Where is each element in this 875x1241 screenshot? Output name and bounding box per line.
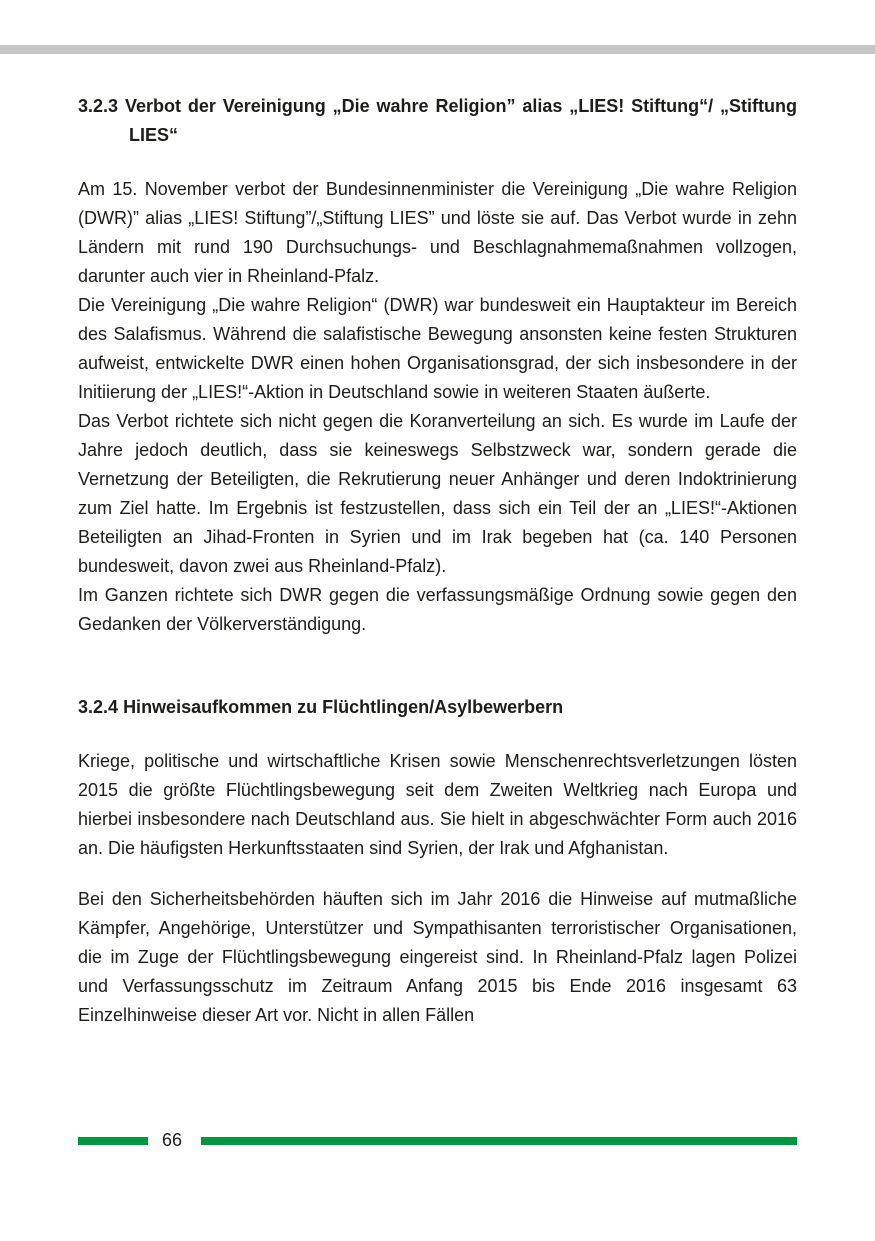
paragraph: Am 15. November verbot der Bundesinnenminister die Vereinigung „Die wahre Religion (DWR)” alias „LIES! Stiftung”/„Stiftung LIES” und löste sie auf. Das Verbot wurde in zehn Ländern mit rund 190 Durchsuchungs- und Beschlagnahmemaßnahmen vollzogen, darunter auch vier in Rheinland-Pfalz.: [78, 179, 797, 286]
section-heading-3-2-4: [78, 693, 797, 722]
footer-rule-right: [201, 1137, 797, 1145]
page-number: 66: [162, 1130, 183, 1150]
footer-rule-left: [78, 1137, 148, 1145]
section-title: Hinweisaufkommen zu Flüchtlingen/Asylbewerbern: [123, 697, 564, 717]
section-heading-3-2-3: [78, 92, 797, 150]
page-content: [78, 92, 797, 1030]
header-rule: [0, 45, 875, 54]
page-footer: [78, 1128, 797, 1152]
paragraph: Im Ganzen richtete sich DWR gegen die verfassungsmäßige Ordnung sowie gegen den Gedanken der Völkerverständigung.: [78, 585, 797, 634]
section-number: 3.2.4: [78, 697, 119, 717]
section-title: Verbot der Vereinigung „Die wahre Religion” alias „LIES! Stiftung“/ „Stiftung LIES“: [124, 96, 797, 145]
paragraph: Das Verbot richtete sich nicht gegen die Koranverteilung an sich. Es wurde im Laufe der Jahre jedoch deutlich, dass sie keineswegs Selbstzweck war, sondern gerade die Vernetzung der Beteiligten, die Rekrutierung neuer Anhänger und deren Indoktrinierung zum Ziel hatte. Im Ergebnis ist festzustellen, dass sich ein Teil der an „LIES!“-Aktionen Beteiligten an Jihad-Fronten in Syrien und im Irak begeben hat (ca. 140 Personen bundesweit, davon zwei aus Rheinland-Pfalz).: [78, 411, 797, 576]
paragraph: Bei den Sicherheitsbehörden häuften sich im Jahr 2016 die Hinweise auf mutmaßliche Kämpfer, Angehörige, Unterstützer und Sympathisanten terroristischer Organisationen, die im Zuge der Flüchtlingsbewegung eingereist sind. In Rheinland-Pfalz lagen Polizei und Verfassungsschutz im Zeitraum Anfang 2015 bis Ende 2016 insgesamt 63 Einzelhinweise dieser Art vor. Nicht in allen Fällen: [78, 889, 797, 1025]
section-number: 3.2.3: [78, 96, 119, 116]
paragraph: Die Vereinigung „Die wahre Religion“ (DWR) war bundesweit ein Hauptakteur im Bereich des Salafismus. Während die salafistische Bewegung ansonsten keine festen Strukturen aufweist, entwickelte DWR einen hohen Organisationsgrad, der sich insbesondere in der Initiierung der „LIES!“-Aktion in Deutschland sowie in weiteren Staaten äußerte.: [78, 295, 797, 402]
paragraph: Kriege, politische und wirtschaftliche Krisen sowie Menschenrechtsverletzungen lösten 2015 die größte Flüchtlingsbewegung seit dem Zweiten Weltkrieg nach Europa und hierbei insbesondere nach Deutschland aus. Sie hielt in abgeschwächter Form auch 2016 an. Die häufigsten Herkunftsstaaten sind Syrien, der Irak und Afghanistan.: [78, 751, 797, 858]
